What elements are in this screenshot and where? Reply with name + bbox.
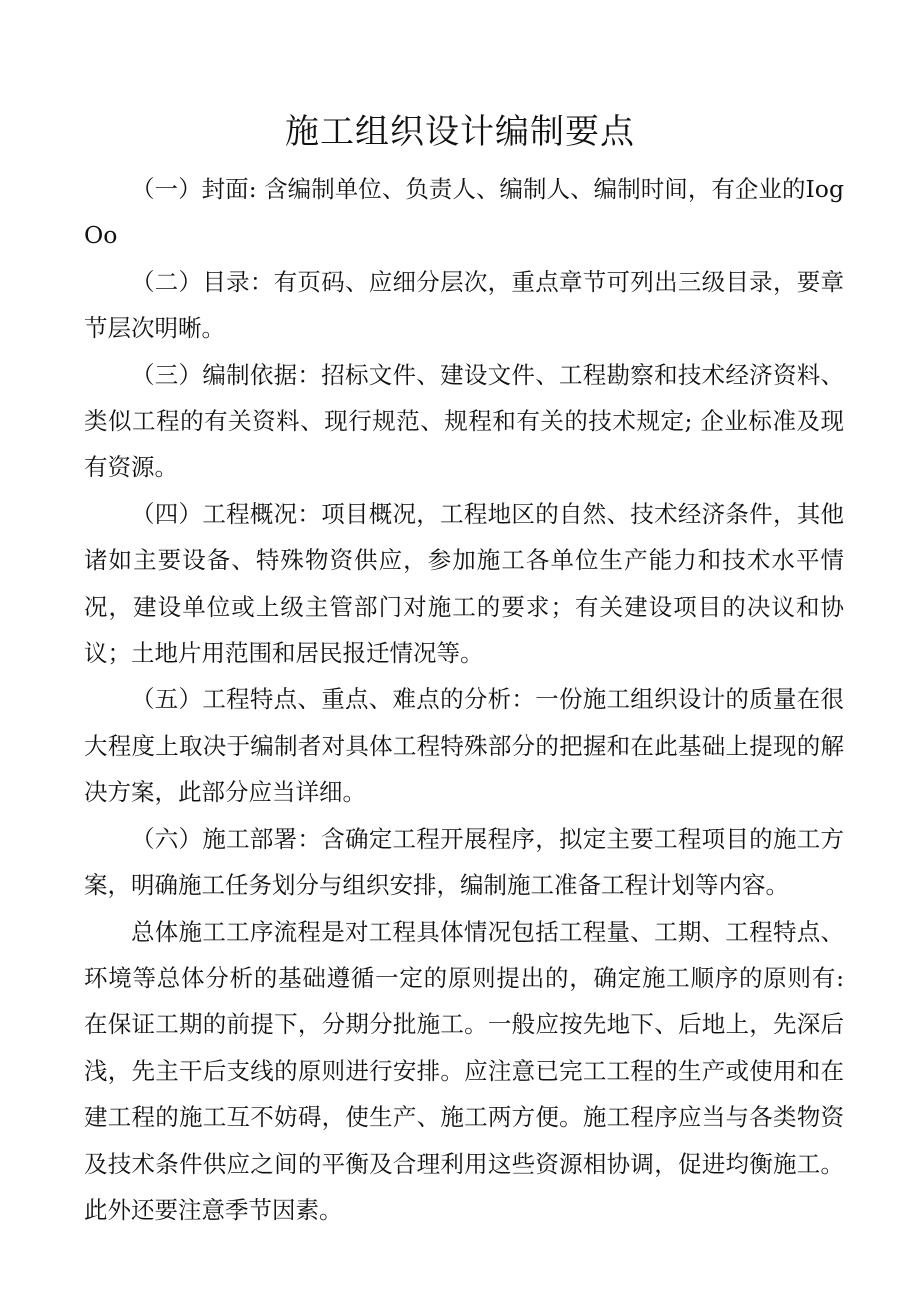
- paragraph-contents: （二）目录：有页码、应细分层次，重点章节可列出三级目录，要章节层次明晰。: [84, 267, 844, 343]
- paragraph-overview: （四）工程概况：项目概况，工程地区的自然、技术经济条件，其他诸如主要设备、特殊物资供应，参加施工各单位生产能力和技术水平情况，建设单位或上级主管部门对施工的要求；有关建设项目的决议和协议；土地片用范围和居民报迁情况等。: [84, 499, 844, 668]
- paragraph-basis: （三）编制依据：招标文件、建设文件、工程勘察和技术经济资料、类似工程的有关资料、现行规范、规程和有关的技术规定; 企业标准及现有资源。: [84, 360, 844, 482]
- paragraph-analysis: （五）工程特点、重点、难点的分析：一份施工组织设计的质量在很大程度上取决于编制者对具体工程特殊部分的把握和在此基础上提现的解决方案，此部分应当详细。: [84, 685, 844, 807]
- paragraph-deployment: （六）施工部署：含确定工程开展程序，拟定主要工程项目的施工方案，明确施工任务划分与组织安排，编制施工准备工程计划等内容。: [84, 824, 844, 900]
- paragraph-process-flow: 总体施工工序流程是对工程具体情况包括工程量、工期、工程特点、环境等总体分析的基础遵循一定的原则提出的，确定施工顺序的原则有: 在保证工期的前提下，分期分批施工。一般应按先地下、后地上，先深后浅，先主干后支线的原则进行安排。应注意已完工工程的生产或使用和在建工程的施工互不妨碍，使生产、施工两方便。施工程序应当与各类物资及技术条件供应之间的平衡及合理利用这些资源相协调，促进均衡施工。此外还要注意季节因素。: [84, 917, 844, 1224]
- paragraph-cover: （一）封面: 含编制单位、负责人、编制人、编制时间，有企业的IogOo: [84, 175, 844, 250]
- document-title: 施工组织设计编制要点: [285, 112, 635, 152]
- document-body: [84, 166, 844, 1233]
